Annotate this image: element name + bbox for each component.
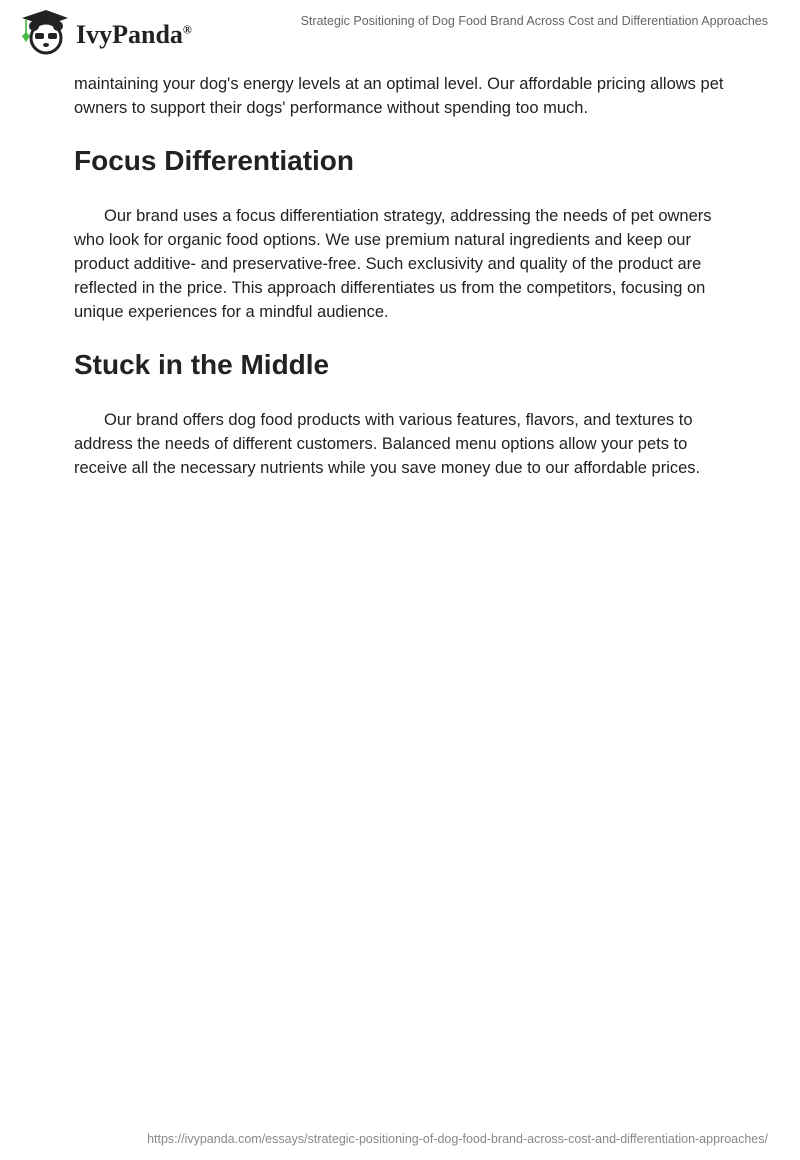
section-paragraph: Our brand offers dog food products with various features, flavors, and textures to address the needs of different customers. Balanced menu options allow your pets to receive all the necessary nutrients while you save money due to our affordable prices. [74,411,701,477]
intro-paragraph: maintaining your dog's energy levels at an optimal level. Our affordable pricing allows pet owners to support their dogs' performance without spending too much. [74,75,724,117]
section-paragraph: Our brand uses a focus differentiation strategy, addressing the needs of pet owners who look for organic food options. We use premium natural ingredients and keep our product additive- and preservative-free. Such exclusivity and quality of the product are reflected in the price. This approach differentiates us from the competitors, focusing on unique experiences for a mindful audience. [74,207,712,321]
document-body [74,72,734,480]
section-heading: Focus Differentiation [74,145,355,176]
document-title: Strategic Positioning of Dog Food Brand Across Cost and Differentiation Approaches [300,14,768,28]
section-heading: Stuck in the Middle [74,349,330,380]
panda-logo-icon [18,8,70,56]
logo-text: IvyPanda® [76,20,192,49]
ivypanda-logo[interactable] [18,8,192,56]
source-url-link[interactable]: https://ivypanda.com/essays/strategic-positioning-of-dog-food-brand-across-cost-and-differentiation-approaches/ [147,1132,768,1146]
